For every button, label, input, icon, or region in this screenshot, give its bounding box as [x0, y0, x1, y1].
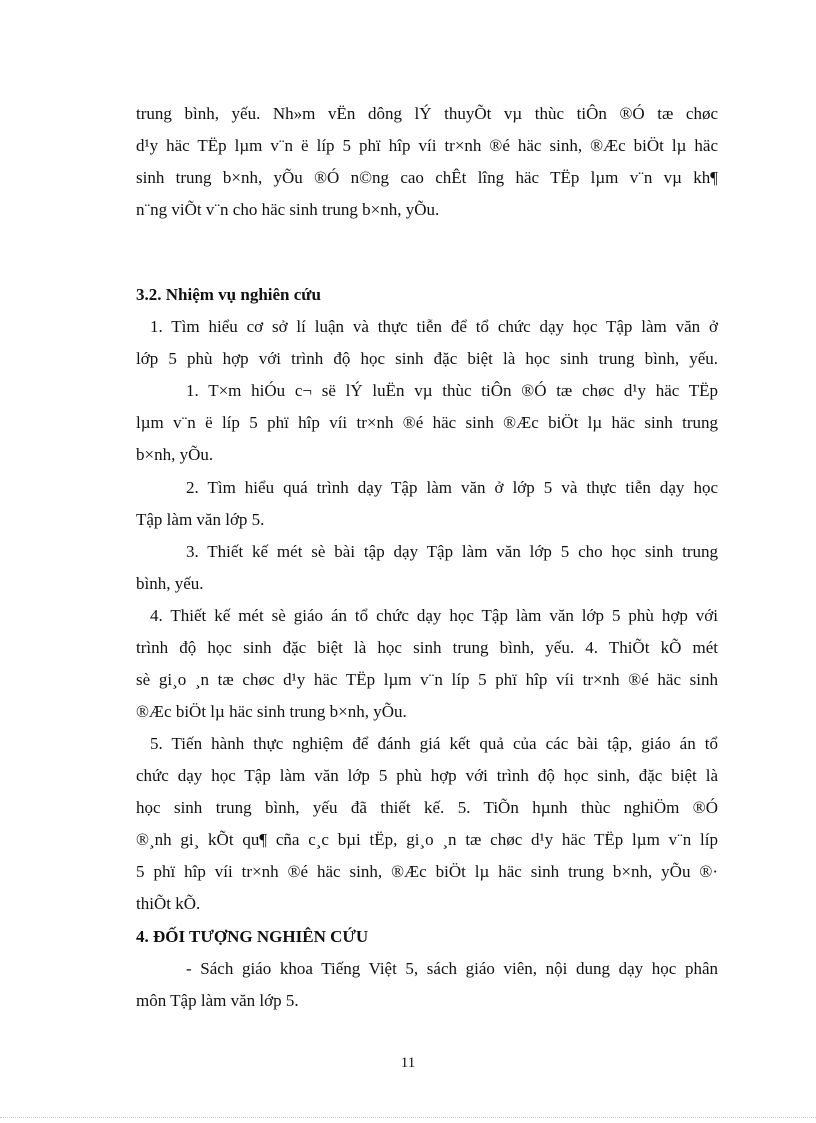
body-line: 5. Tiến hành thực nghiệm để đánh giá kết quả của các bài tập, giáo án tổ	[150, 734, 718, 753]
body-line: sè gi¸o ¸n tæ chøc d¹y häc TËp lµm v¨n líp 5 phï hîp víi tr×nh ®é häc sinh	[136, 670, 718, 689]
body-line: sinh trung b×nh, yÕu ®Ó n©ng cao chÊt lîng häc TËp lµm v¨n vµ kh¶	[136, 168, 718, 187]
page-number: 11	[400, 1055, 416, 1071]
body-line: lớp 5 phù hợp với trình độ học sinh đặc biệt là học sinh trung bình, yếu.	[136, 349, 718, 368]
body-line: ®¸nh gi¸ kÕt qu¶ cña c¸c bµi tËp, gi¸o ¸n tæ chøc d¹y häc TËp lµm v¨n líp	[136, 830, 718, 849]
body-line: trình độ học sinh đặc biệt là học sinh trung bình, yếu. 4. ThiÕt kÕ mét	[136, 638, 718, 657]
body-line: 4. Thiết kế mét sè giáo án tổ chức dạy học Tập làm văn lớp 5 phù hợp với	[150, 606, 718, 625]
body-line: - Sách giáo khoa Tiếng Việt 5, sách giáo viên, nội dung dạy học phân	[186, 959, 718, 978]
body-line: Tập làm văn lớp 5.	[136, 510, 265, 529]
page-bottom-divider	[0, 1117, 816, 1118]
body-line: 5 phï hîp víi tr×nh ®é häc sinh, ®Æc biÖt lµ häc sinh trung b×nh, yÕu ®·	[136, 862, 718, 881]
body-line: môn Tập làm văn lớp 5.	[136, 991, 299, 1010]
body-line: trung bình, yếu. Nh»m vËn dông lÝ thuyÕt vµ thùc tiÔn ®Ó tæ chøc	[136, 104, 718, 123]
body-line: lµm v¨n ë líp 5 phï hîp víi tr×nh ®é häc sinh ®Æc biÖt lµ häc sinh trung	[136, 413, 718, 432]
body-line: n¨ng viÕt v¨n cho häc sinh trung b×nh, yÕu.	[136, 200, 440, 219]
body-line: ®Æc biÖt lµ häc sinh trung b×nh, yÕu.	[136, 702, 407, 721]
section-heading-4: 4. ĐỐI TƯỢNG NGHIÊN CỨU	[136, 927, 369, 946]
section-heading-3-2: 3.2. Nhiệm vụ nghiên cứu	[136, 285, 321, 304]
body-line: 1. Tìm hiểu cơ sở lí luận và thực tiễn để tổ chức dạy học Tập làm văn ở	[150, 317, 718, 336]
body-line: d¹y häc TËp lµm v¨n ë líp 5 phï hîp víi tr×nh ®é häc sinh, ®Æc biÖt lµ häc	[136, 136, 718, 155]
body-line: 2. Tìm hiểu quá trình dạy Tập làm văn ở lớp 5 và thực tiễn dạy học	[186, 478, 718, 497]
body-line: b×nh, yÕu.	[136, 445, 214, 464]
body-line: bình, yếu.	[136, 574, 204, 593]
body-line: học sinh trung bình, yếu đã thiết kế. 5. TiÕn hµnh thùc nghiÖm ®Ó	[136, 798, 718, 817]
body-line: 1. T×m hiÓu c¬ së lÝ luËn vµ thùc tiÔn ®Ó tæ chøc d¹y häc TËp	[186, 381, 718, 400]
body-line: chức dạy học Tập làm văn lớp 5 phù hợp với trình độ học sinh, đặc biệt là	[136, 766, 718, 785]
body-line: 3. Thiết kế mét sè bài tập dạy Tập làm văn lớp 5 cho học sinh trung	[186, 542, 718, 561]
body-line: thiÕt kÕ.	[136, 894, 201, 913]
